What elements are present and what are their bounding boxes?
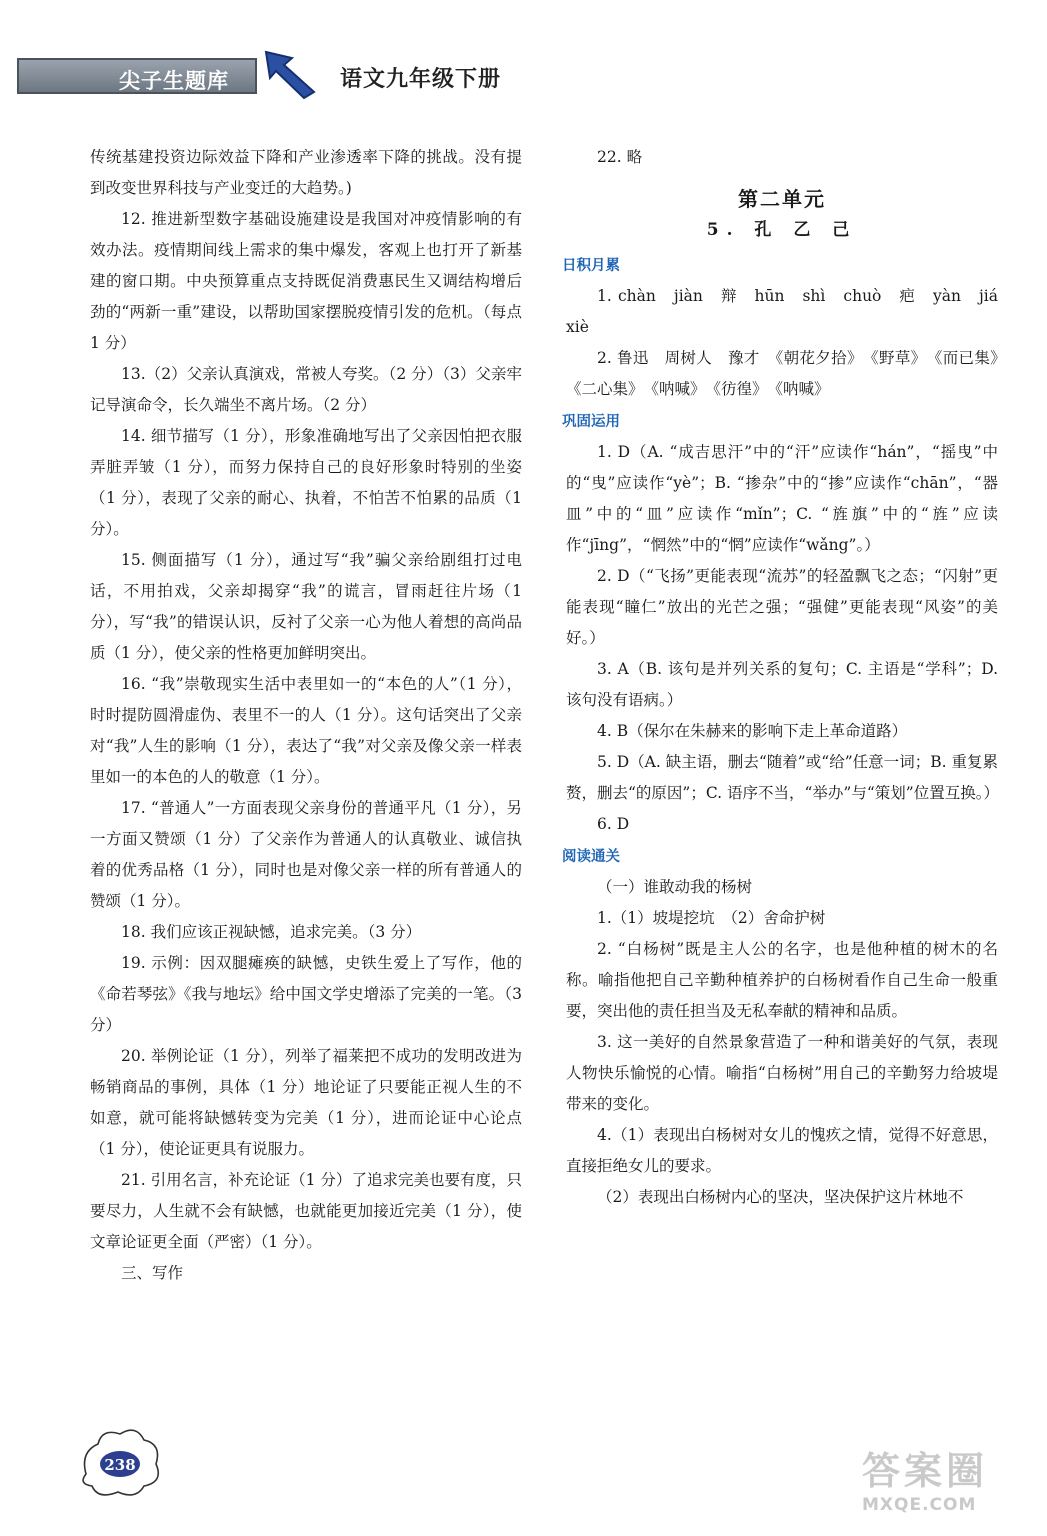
watermark-site: MXQE.COM [862, 1495, 977, 1515]
answer-paragraph: 2. D（“飞扬”更能表现“流苏”的轻盈飘飞之态；“闪射”更能表现“瞳仁”放出的光芒之强；“强健”更能表现“风姿”的美好。） [566, 567, 998, 647]
left-column [90, 142, 522, 1289]
watermark-main: 答案圈 [862, 1449, 989, 1493]
answer-paragraph: 3. 这一美好的自然景象营造了一种和谐美好的气氛，表现人物快乐愉悦的心情。喻指“白杨树”用自己的辛勤努力给坡堤带来的变化。 [566, 1033, 998, 1113]
answer-paragraph: 16. “我”崇敬现实生活中表里如一的“本色的人”（1 分），时时提防圆滑虚伪、表里不一的人（1 分）。这句话突出了父亲对“我”人生的影响（1 分），表达了“我”对父亲及像父亲一样表里如一的本色的人的敬意（1 分）。 [90, 675, 522, 786]
right-column [562, 142, 1014, 1213]
answer-paragraph: 1.（1）坡堤挖坑 （2）舍命护树 [597, 909, 826, 927]
page-number: 238 [104, 1456, 136, 1474]
answer-paragraph: 21. 引用名言，补充论证（1 分）了追求完美也要有度，只要尽力，人生就不会有缺憾，也就能更加接近完美（1 分），使文章论证更全面（严密）（1 分）。 [90, 1171, 522, 1251]
section-heading: 巩固运用 [562, 414, 620, 430]
lesson-title: 5. 孔 乙 己 [706, 220, 858, 240]
answer-paragraph: 13.（2）父亲认真演戏，常被人夸奖。（2 分）（3）父亲牢记导演命令，长久端坐不离片场。（2 分） [90, 365, 522, 414]
answer-paragraph: 4.（1）表现出白杨树对女儿的愧疚之情，觉得不好意思，直接拒绝女儿的要求。 [566, 1126, 998, 1175]
answer-paragraph: 3. A（B. 该句是并列关系的复句；C. 主语是“学科”；D. 该句没有语病。） [566, 660, 998, 709]
answer-paragraph: 15. 侧面描写（1 分），通过写“我”骗父亲给剧组打过电话，不用拍戏，父亲却揭穿“我”的谎言，冒雨赶往片场（1 分），写“我”的错误认识，反衬了父亲一心为他人着想的高尚品质（1 分），使父亲的性格更加鲜明突出。 [90, 551, 522, 662]
answer-paragraph: （2）表现出白杨树内心的坚决，坚决保护这片林地不 [597, 1188, 964, 1206]
answer-paragraph: 18. 我们应该正视缺憾，追求完美。（3 分） [121, 923, 422, 941]
brand-text: 尖子生题库 [119, 69, 229, 93]
answer-paragraph: 1. chàn jiàn 辩 hūn shì chuò 疤 yàn jiá xiè [566, 287, 1014, 336]
answer-paragraph: （一）谁敢动我的杨树 [597, 878, 753, 896]
watermark [862, 1440, 1037, 1530]
page-header [0, 0, 1047, 110]
unit-title: 第二单元 [738, 187, 826, 211]
answer-paragraph: 14. 细节描写（1 分），形象准确地写出了父亲因怕把衣服弄脏弄皱（1 分），而努力保持自己的良好形象时特别的坐姿（1 分），表现了父亲的耐心、执着，不怕苦不怕累的品质（1 分）。 [90, 427, 522, 538]
answer-paragraph: 20. 举例论证（1 分），列举了福莱把不成功的发明改进为畅销商品的事例，具体（1 分）地论证了只要能正视人生的不如意，就可能将缺憾转变为完美（1 分），进而论证中心论点（1 分），使论证更具有说服力。 [90, 1047, 522, 1158]
answer-paragraph: 19. 示例：因双腿瘫痪的缺憾，史铁生爱上了写作，他的《命若琴弦》《我与地坛》给中国文学史增添了完美的一笔。（3 分） [90, 954, 522, 1034]
answer-paragraph: 22. 略 [597, 148, 643, 166]
book-title: 语文九年级下册 [340, 67, 502, 92]
answer-paragraph: 2. “白杨树”既是主人公的名字，也是他种植的树木的名称。喻指他把自己辛勤种植养护的白杨树看作自己生命一般重要，突出他的责任担当及无私奉献的精神和品质。 [566, 940, 998, 1020]
page-number-badge [76, 1422, 166, 1502]
section-writing: 三、写作 [121, 1264, 184, 1282]
section-heading: 日积月累 [562, 258, 620, 274]
section-heading: 阅读通关 [562, 849, 620, 865]
answer-paragraph: 6. D [597, 815, 630, 833]
answer-paragraph: 12. 推进新型数字基础设施建设是我国对冲疫情影响的有效办法。疫情期间线上需求的集中爆发，客观上也打开了新基建的窗口期。中央预算重点支持既促消费惠民生又调结构增后劲的“两新一重”建设，以帮助国家摆脱疫情引发的危机。（每点 1 分） [90, 210, 522, 352]
answer-paragraph: 5. D（A. 缺主语，删去“随着”或“给”任意一词；B. 重复累赘，删去“的原因”；C. 语序不当，“举办”与“策划”位置互换。） [566, 753, 999, 802]
answer-paragraph: 2. 鲁迅 周树人 豫才 《朝花夕拾》 《野草》 《而已集》 《二心集》 《呐喊》 《彷徨》 《呐喊》 [566, 349, 1014, 398]
answer-paragraph: 17. “普通人”一方面表现父亲身份的普通平凡（1 分），另一方面又赞颂（1 分）了父亲作为普通人的认真敬业、诚信执着的优秀品格（1 分），同时也是对像父亲一样的所有普通人的赞颂（1 分）。 [90, 799, 522, 910]
arrow-icon [262, 48, 322, 100]
answer-paragraph: 传统基建投资边际效益下降和产业渗透率下降的挑战。没有提到改变世界科技与产业变迁的大趋势。) [90, 148, 522, 197]
answer-paragraph: 1. D（A. “成吉思汗”中的“汗”应读作“hán”，“摇曳”中的“曳”应读作“yè”；B. “掺杂”中的“掺”应读作“chān”，“器皿”中的“皿”应读作“mǐn”；C. “旌旗”中的“旌”应读作“jīng”，“惘然”中的“惘”应读作“wǎng”。） [566, 443, 998, 554]
answer-paragraph: 4. B（保尔在朱赫来的影响下走上革命道路） [597, 722, 908, 740]
brand-banner [17, 58, 257, 94]
